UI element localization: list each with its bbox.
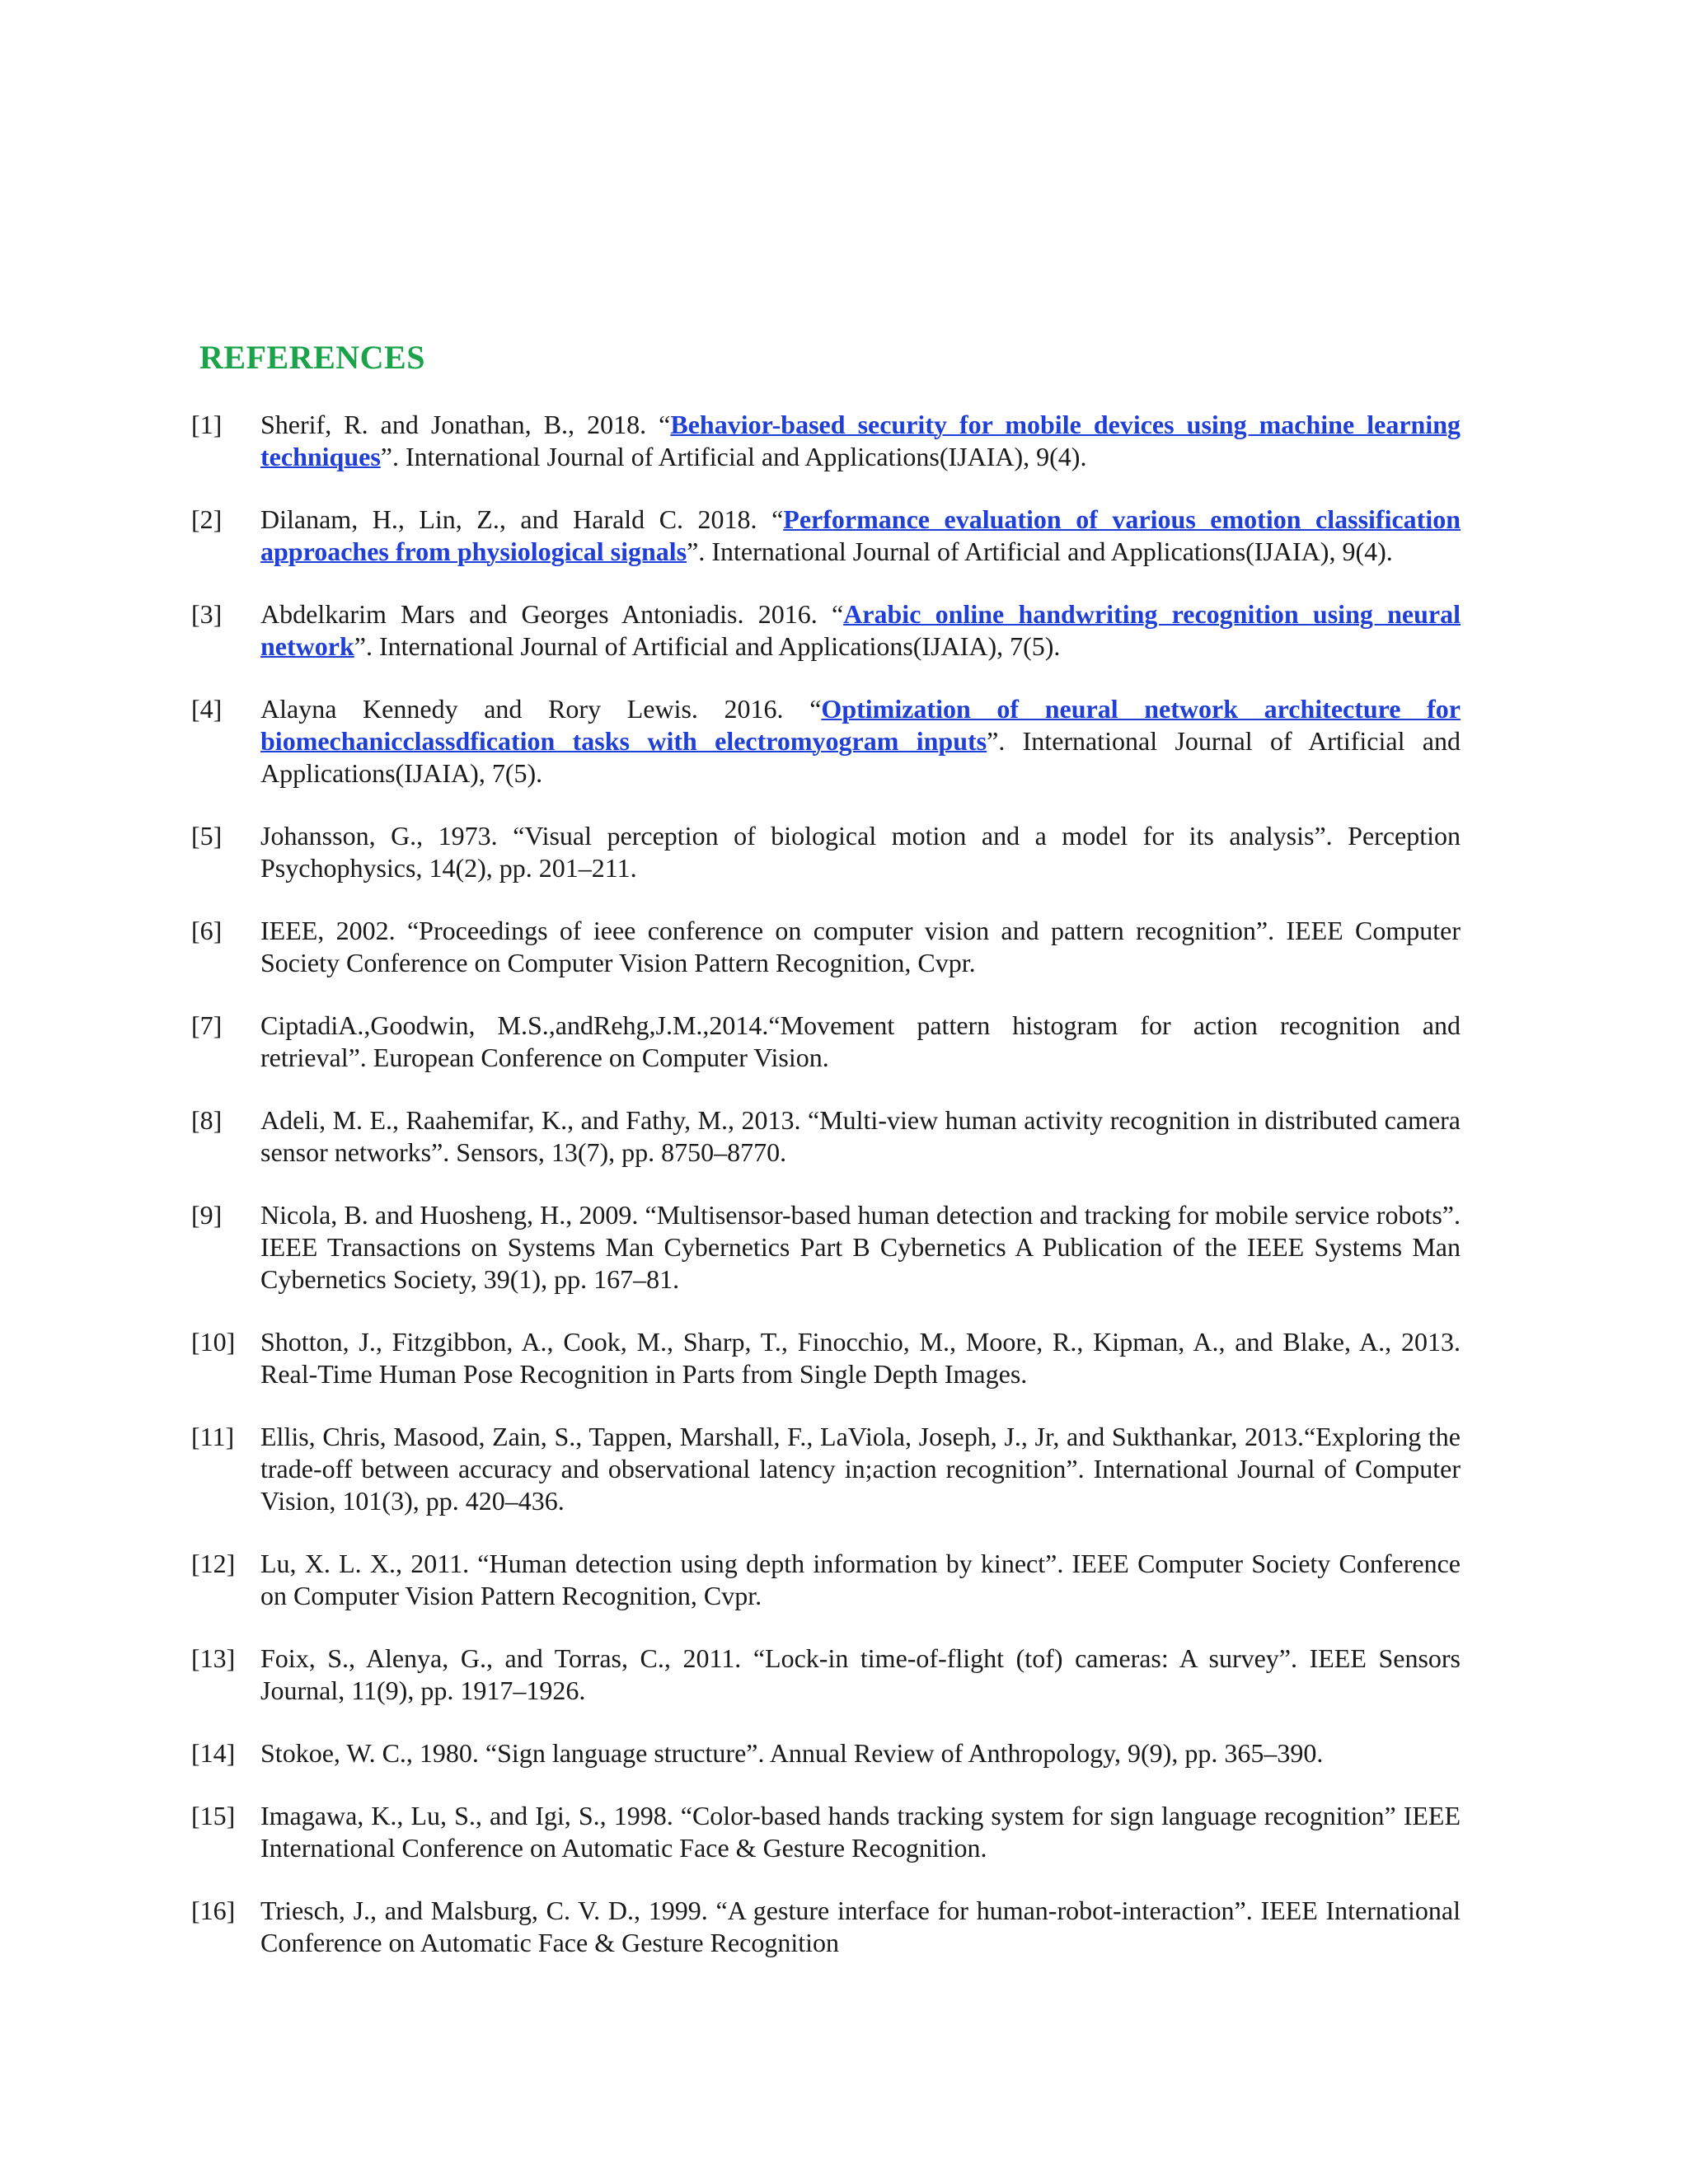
reference-text: IEEE, 2002. “Proceedings of ieee conference on computer vision and pattern recognition”. IEEE Computer Society Conference on Computer Vision Pattern Recognition, Cvpr. <box>260 916 1461 977</box>
reference-item-11 <box>191 1421 1461 1517</box>
reference-number: [12] <box>191 1549 236 1578</box>
reference-number: [2] <box>191 504 223 534</box>
reference-text: ”. International Journal of Artificial and Applications(IJAIA), 7(5). <box>354 631 1061 661</box>
reference-number: [6] <box>191 916 223 945</box>
reference-title-link[interactable]: Arabic online handwriting recognition using neural network <box>260 599 1461 661</box>
reference-number: [15] <box>191 1801 236 1830</box>
reference-item-10 <box>191 1326 1461 1390</box>
reference-item-4 <box>191 693 1461 790</box>
reference-text: Abdelkarim Mars and Georges Antoniadis. 2016. “ <box>260 599 844 629</box>
reference-text: Triesch, J., and Malsburg, C. V. D., 1999. “A gesture interface for human-robot-interaction”. IEEE International Conference on Automatic Face & Gesture Recognition <box>260 1896 1461 1957</box>
reference-text: Foix, S., Alenya, G., and Torras, C., 2011. “Lock-in time-of-flight (tof) cameras: A survey”. IEEE Sensors Journal, 11(9), pp. 1917–1926. <box>260 1643 1461 1705</box>
reference-number: [4] <box>191 694 223 724</box>
reference-item-12 <box>191 1548 1461 1612</box>
reference-text: Sherif, R. and Jonathan, B., 2018. “ <box>260 410 671 439</box>
reference-item-6 <box>191 915 1461 979</box>
reference-number: [14] <box>191 1738 236 1768</box>
reference-text: Ellis, Chris, Masood, Zain, S., Tappen, Marshall, F., LaViola, Joseph, J., Jr, and Sukthankar, 2013.“Exploring the trade-off between accuracy and observational latency in;action recognition”. International Journal of Computer Vision, 101(3), pp. 420–436. <box>260 1422 1461 1516</box>
reference-text: Dilanam, H., Lin, Z., and Harald C. 2018. “ <box>260 504 784 534</box>
reference-item-8 <box>191 1104 1461 1169</box>
reference-item-9 <box>191 1199 1461 1296</box>
reference-number: [16] <box>191 1896 236 1925</box>
reference-text: Nicola, B. and Huosheng, H., 2009. “Multisensor-based human detection and tracking for mobile service robots”. IEEE Transactions on Systems Man Cybernetics Part B Cybernetics A Publication of the IEEE Systems Man Cybernetics Society, 39(1), pp. 167–81. <box>260 1200 1461 1294</box>
reference-text: Imagawa, K., Lu, S., and Igi, S., 1998. “Color-based hands tracking system for sign language recognition” IEEE International Conference on Automatic Face & Gesture Recognition. <box>260 1801 1461 1863</box>
reference-text: ”. International Journal of Artificial and Applications(IJAIA), 7(5). <box>260 726 1461 788</box>
reference-item-14 <box>191 1737 1461 1769</box>
references-heading: REFERENCES <box>199 339 425 376</box>
reference-title-link[interactable]: Optimization of neural network architecture for biomechanicclassdfication tasks with electromyogram inputs <box>260 694 1461 756</box>
reference-text: Stokoe, W. C., 1980. “Sign language structure”. Annual Review of Anthropology, 9(9), pp. 365–390. <box>260 1738 1324 1768</box>
reference-text: Adeli, M. E., Raahemifar, K., and Fathy, M., 2013. “Multi-view human activity recognition in distributed camera sensor networks”. Sensors, 13(7), pp. 8750–8770. <box>260 1105 1461 1167</box>
reference-text: Alayna Kennedy and Rory Lewis. 2016. “ <box>260 694 822 724</box>
reference-number: [9] <box>191 1200 223 1230</box>
reference-number: [7] <box>191 1010 223 1040</box>
reference-item-13 <box>191 1643 1461 1707</box>
reference-text: ”. International Journal of Artificial and Applications(IJAIA), 9(4). <box>380 442 1087 471</box>
reference-item-7 <box>191 1010 1461 1074</box>
reference-item-3 <box>191 598 1461 663</box>
reference-number: [10] <box>191 1327 236 1357</box>
reference-number: [3] <box>191 599 223 629</box>
reference-text: Lu, X. L. X., 2011. “Human detection using depth information by kinect”. IEEE Computer Society Conference on Computer Vision Pattern Recognition, Cvpr. <box>260 1549 1461 1610</box>
reference-number: [8] <box>191 1105 223 1135</box>
reference-text: ”. International Journal of Artificial and Applications(IJAIA), 9(4). <box>687 537 1393 566</box>
reference-item-5 <box>191 820 1461 884</box>
reference-text: Johansson, G., 1973. “Visual perception of biological motion and a model for its analysis”. Perception Psychophysics, 14(2), pp. 201–211. <box>260 821 1461 883</box>
reference-number: [5] <box>191 821 223 851</box>
reference-item-2 <box>191 504 1461 568</box>
reference-item-1 <box>191 409 1461 473</box>
reference-text: Shotton, J., Fitzgibbon, A., Cook, M., Sharp, T., Finocchio, M., Moore, R., Kipman, A., and Blake, A., 2013. Real-Time Human Pose Recognition in Parts from Single Depth Images. <box>260 1327 1461 1389</box>
reference-item-15 <box>191 1800 1461 1864</box>
reference-title-link[interactable]: Behavior-based security for mobile devices using machine learning techniques <box>260 410 1461 471</box>
reference-text: CiptadiA.,Goodwin, M.S.,andRehg,J.M.,2014.“Movement pattern histogram for action recognition and retrieval”. European Conference on Computer Vision. <box>260 1010 1461 1072</box>
reference-item-16 <box>191 1895 1461 1959</box>
reference-number: [11] <box>191 1422 235 1451</box>
reference-number: [1] <box>191 410 223 439</box>
reference-list <box>191 409 1461 1990</box>
reference-number: [13] <box>191 1643 236 1673</box>
reference-title-link[interactable]: Performance evaluation of various emotion classification approaches from physiological signals <box>260 504 1461 566</box>
